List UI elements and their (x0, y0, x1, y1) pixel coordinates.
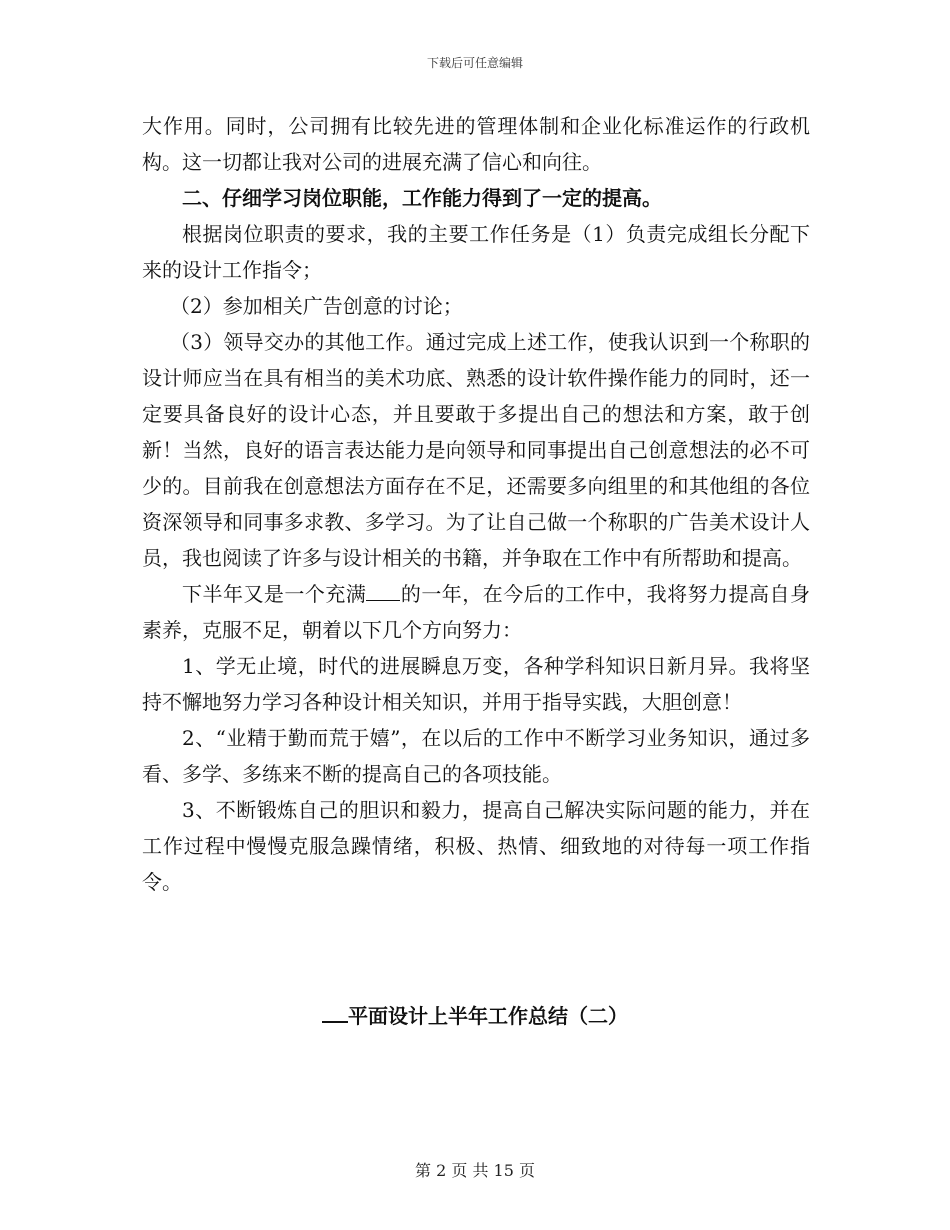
paragraph-2: 根据岗位职责的要求，我的主要工作任务是（1）负责完成组长分配下来的设计工作指令； (142, 222, 810, 282)
paragraph-1: 大作用。同时，公司拥有比较先进的管理体制和企业化标准运作的行政机构。这一切都让我对公司的进展充满了信心和向往。 (142, 114, 810, 174)
paragraph-5 (142, 576, 810, 648)
section-title-text: 平面设计上半年工作总结（二） (348, 1004, 628, 1028)
section-title (0, 1000, 950, 1029)
fill-in-blank (366, 582, 400, 601)
paragraph-6: 1、学无止境，时代的进展瞬息万变，各种学科知识日新月异。我将坚持不懈地努力学习各种设计相关知识，并用于指导实践，大胆创意！ (142, 654, 810, 714)
paragraph-5-before: 下半年又是一个充满 (182, 582, 367, 606)
paragraph-8: 3、不断锻炼自己的胆识和毅力，提高自己解决实际问题的能力，并在工作过程中慢慢克服急躁情绪，积极、热情、细致地的对待每一项工作指令。 (142, 798, 810, 894)
section-heading-2: 二、仔细学习岗位职能，工作能力得到了一定的提高。 (182, 186, 662, 210)
document-body (142, 108, 810, 900)
paragraph-7: 2、“业精于勤而荒于嬉”，在以后的工作中不断学习业务知识，通过多看、多学、多练来不断的提高自己的各项技能。 (142, 726, 810, 786)
paragraph-3: （2）参加相关广告创意的讨论； (170, 294, 463, 318)
page-footer: 第 2 页 共 15 页 (415, 1161, 535, 1180)
paragraph-5-after: 的一年，在今后的工作中，我将努力提高自身素养，克服不足，朝着以下几个方向努力： (142, 582, 811, 642)
title-blank (322, 1003, 348, 1023)
paragraph-4: （3）领导交办的其他工作。通过完成上述工作，使我认识到一个称职的设计师应当在具有相当的美术功底、熟悉的设计软件操作能力的同时，还一定要具备良好的设计心态，并且要敢于多提出自己的想法和方案，敢于创新！当然，良好的语言表达能力是向领导和同事提出自己创意想法的必不可少的。目前我在创意想法方面存在不足，还需要多向组里的和其他组的各位资深领导和同事多求教、多学习。为了让自己做一个称职的广告美术设计人员，我也阅读了许多与设计相关的书籍，并争取在工作中有所帮助和提高。 (142, 330, 810, 570)
page-header: 下载后可任意编辑 (426, 56, 523, 70)
